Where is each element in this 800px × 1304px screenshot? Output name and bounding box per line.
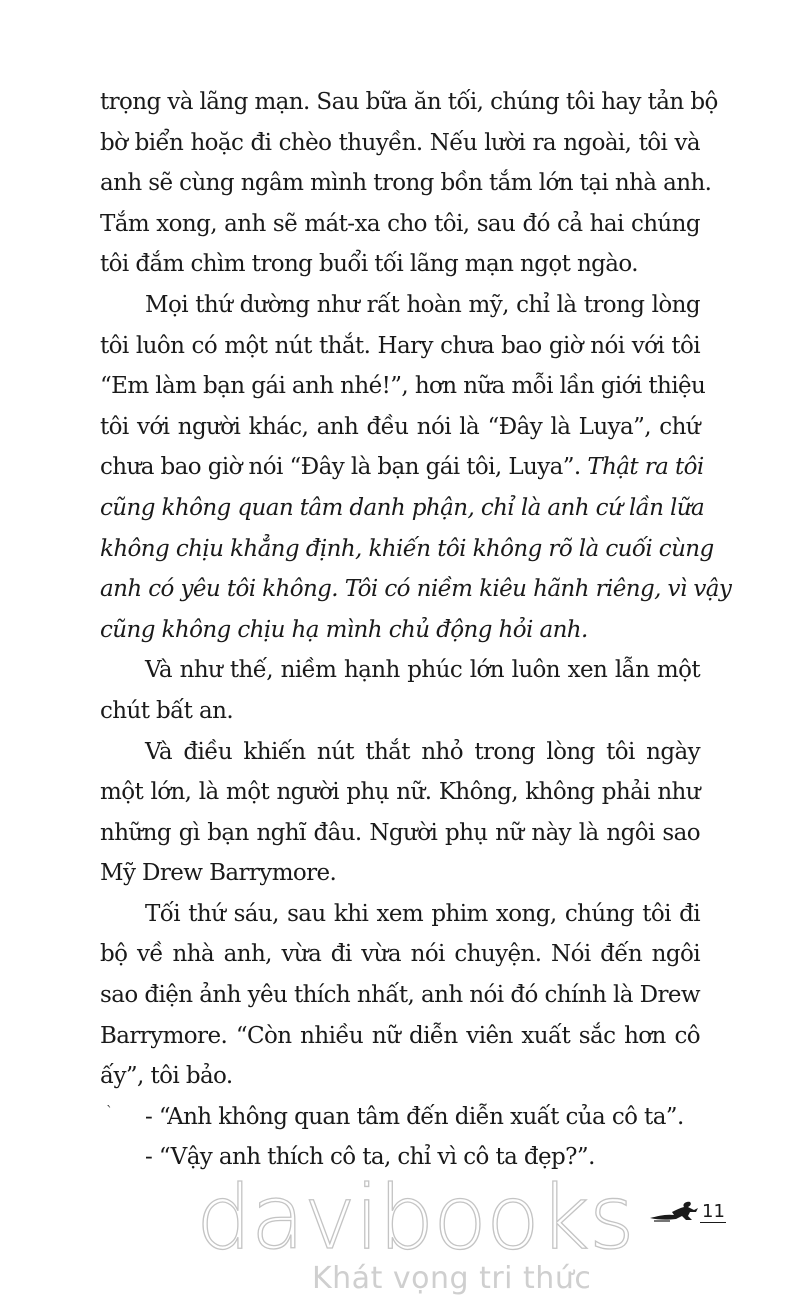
stray-mark: ˋ bbox=[106, 1104, 113, 1120]
text-line: một lớn, là một người phụ nữ. Không, không phải như bbox=[100, 779, 700, 806]
text-line: tôi với người khác, anh đều nói là “Đây là Luya”, chứ bbox=[100, 413, 700, 440]
text-line-italic: anh có yêu tôi không. Tôi có niềm kiêu hãnh riêng, vì vậy bbox=[100, 576, 732, 603]
text-line: sao điện ảnh yêu thích nhất, anh nói đó chính là Drew bbox=[100, 982, 700, 1009]
text-line: Tối thứ sáu, sau khi xem phim xong, chúng tôi đi bbox=[145, 900, 700, 927]
text-line: tôi luôn có một nút thắt. Hary chưa bao giờ nói với tôi bbox=[100, 332, 700, 359]
text-line bbox=[100, 447, 704, 488]
text-line: trọng và lãng mạn. Sau bữa ăn tối, chúng tôi hay tản bộ bbox=[100, 89, 718, 115]
running-figure-icon bbox=[648, 1198, 700, 1224]
text-line-italic: cũng không chịu hạ mình chủ động hỏi anh. bbox=[100, 616, 588, 643]
text-line: chút bất an. bbox=[100, 697, 234, 724]
text-line: Và như thế, niềm hạnh phúc lớn luôn xen lẫn một bbox=[145, 657, 700, 684]
paragraph bbox=[100, 894, 700, 1097]
text-line: Barrymore. “Còn nhiều nữ diễn viên xuất sắc hơn cô bbox=[100, 1022, 700, 1049]
paragraph bbox=[100, 285, 732, 650]
text-italic: Thật ra tôi bbox=[587, 454, 704, 481]
page-number: 11 bbox=[702, 1201, 725, 1222]
text-line: “Em làm bạn gái anh nhé!”, hơn nữa mỗi lần giới thiệu bbox=[100, 373, 706, 400]
text-line: Mỹ Drew Barrymore. bbox=[100, 860, 337, 887]
text-line-italic: cũng không quan tâm danh phận, chỉ là anh cứ lần lữa bbox=[100, 494, 705, 521]
text-line: những gì bạn nghĩ đâu. Người phụ nữ này là ngôi sao bbox=[100, 819, 700, 846]
text-line: anh sẽ cùng ngâm mình trong bồn tắm lớn tại nhà anh. bbox=[100, 170, 712, 197]
text-line: Mọi thứ dường như rất hoàn mỹ, chỉ là trong lòng bbox=[145, 291, 700, 318]
paragraph bbox=[100, 732, 700, 894]
paragraph bbox=[100, 82, 718, 285]
watermark-brand: davibooks bbox=[196, 1166, 634, 1269]
text-line: bờ biển hoặc đi chèo thuyền. Nếu lười ra ngoài, tôi và bbox=[100, 129, 700, 156]
text-line: bộ về nhà anh, vừa đi vừa nói chuyện. Nói đến ngôi bbox=[100, 941, 700, 968]
text-line: tôi đắm chìm trong buổi tối lãng mạn ngọt ngào. bbox=[100, 251, 638, 278]
watermark-slogan: Khát vọng tri thức bbox=[312, 1261, 592, 1296]
text-normal: chưa bao giờ nói “Đây là bạn gái tôi, Luya”. bbox=[100, 454, 581, 481]
page-body bbox=[100, 82, 732, 1178]
text-line: Và điều khiến nút thắt nhỏ trong lòng tôi ngày bbox=[145, 738, 700, 765]
text-line-italic: không chịu khẳng định, khiến tôi không rõ là cuối cùng bbox=[100, 535, 714, 562]
dialogue-line: - “Vậy anh thích cô ta, chỉ vì cô ta đẹp?”. bbox=[145, 1144, 595, 1171]
text-line: Tắm xong, anh sẽ mát-xa cho tôi, sau đó cả hai chúng bbox=[100, 210, 700, 237]
text-line: ấy”, tôi bảo. bbox=[100, 1063, 233, 1090]
paragraph bbox=[100, 650, 700, 731]
dialogue-line: - “Anh không quan tâm đến diễn xuất của cô ta”. bbox=[145, 1103, 684, 1130]
